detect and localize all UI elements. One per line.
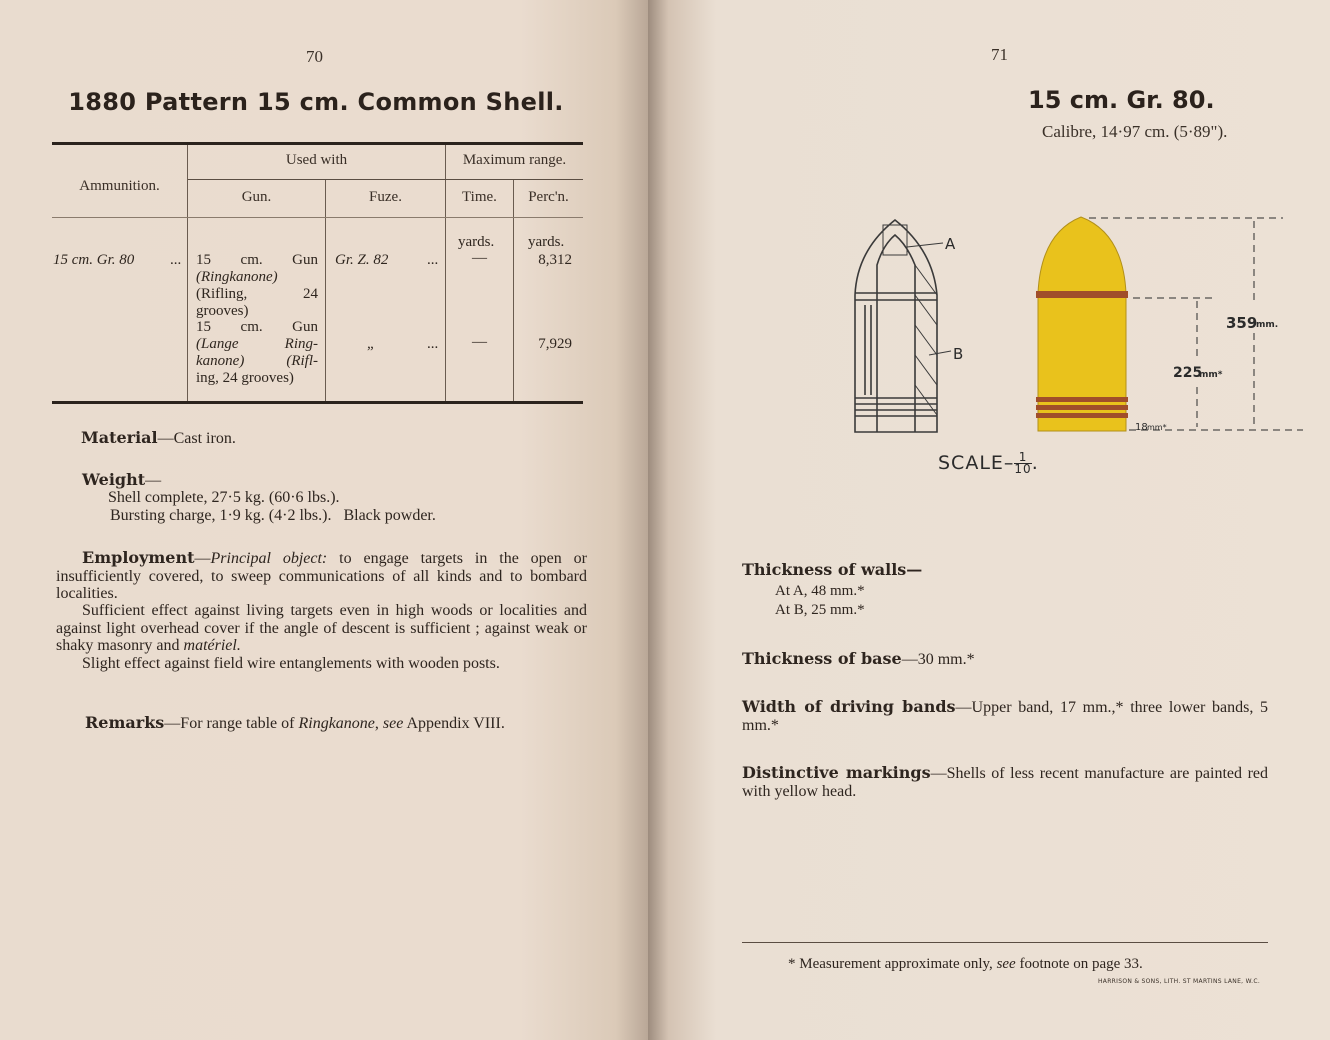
label-b: B [953,345,964,363]
employment-label: Employment [82,548,195,567]
right-page [648,0,1330,1040]
section-outline [855,220,937,432]
employment-text: to engage targets in the open or insufficiently covered, to sweep communications of all kinds and to bombard localities. [56,550,588,603]
gun-line: ing, 24 grooves) [196,370,294,386]
bands-paragraph [742,698,1268,734]
gun-line: grooves) [196,303,249,319]
fuze-cell: „ [367,336,374,352]
remarks-label: Remarks [85,713,165,732]
scale-denominator: 10 [1014,462,1032,476]
page-title: 1880 Pattern 15 cm. Common Shell. [68,88,564,116]
col-max-range-header: Maximum range. [462,152,567,168]
gun-line: 15 cm. Gun [196,252,318,268]
percn-cell: 7,929 [538,336,572,352]
ammunition-cell: 15 cm. Gr. 80 [53,252,135,268]
base-label: Thickness of base [742,649,902,668]
scale-caption [938,452,1039,475]
dim-body-value: 225 [1173,365,1203,381]
weight-dash: — [145,472,162,489]
lower-driving-band [1036,405,1128,410]
remarks-italic: see [382,715,404,732]
header-bottom-rule [52,217,583,218]
employment-lead: Principal object: [210,550,328,567]
scale-word: SCALE [938,452,1004,474]
section-hatching [915,265,937,415]
dim-band-value: 18 [1135,422,1148,433]
remarks-paragraph [85,714,505,733]
col-fuze-header: Fuze. [369,189,402,205]
walls-heading [742,561,922,580]
gun-line: (Lange Ring- [196,336,318,352]
calibre-line: Calibre, 14·97 cm. (5·89"). [1042,122,1228,141]
walls-line: At A, 48 mm.* [775,583,865,599]
walls-line: At B, 25 mm.* [775,602,865,618]
header-rule [188,179,446,180]
employment-dash: — [194,550,211,567]
footnote-text: * Measurement approximate only, [788,956,997,972]
lower-driving-band [1036,413,1128,418]
base-paragraph [742,650,975,669]
scale-dash: – [1003,452,1015,474]
dim-total-value: 359 [1226,314,1258,332]
lower-driving-band [1036,397,1128,402]
employment-paragraph [56,602,587,655]
dim-band-unit: mm* [1147,423,1167,432]
bands-label: Width of driving bands [742,697,956,716]
leader-line-b [929,351,951,355]
gun-line [196,353,318,370]
table-divider [187,145,188,403]
remarks-text: Appendix VIII. [403,715,505,732]
leader-dots: ... [427,252,439,268]
col-percn-header: Perc'n. [528,189,569,205]
markings-paragraph [742,764,1268,800]
table-bottom-rule [52,401,583,404]
shell-section-drawing [855,220,937,432]
table-top-rule [52,142,583,145]
footnote-text: footnote on page 33. [1015,956,1143,972]
gun-line: 15 cm. Gun [196,319,318,335]
weight-line: Shell complete, 27·5 kg. (60·6 lbs.). [108,489,340,506]
time-unit: yards. [458,234,495,250]
footnote-italic: see [996,956,1016,972]
time-cell: — [472,250,487,266]
gun-line-text: kanone) (Rifl- [196,353,318,369]
employment-italic: matériel. [183,637,241,655]
page-number: 70 [306,47,323,66]
fuze-cell: Gr. Z. 82 [335,252,389,268]
scale-numerator: 1 [1014,452,1031,464]
gun-cell [196,252,318,320]
scale-dot: . [1031,452,1039,474]
dim-body-unit: mm* [1199,370,1223,380]
leader-dots: ... [170,252,182,268]
shell-diagram [843,205,1323,445]
gun-line: (Rifling, 24 [196,286,318,302]
percn-unit: yards. [528,234,565,250]
table-divider [325,216,326,403]
page-title: 15 cm. Gr. 80. [1028,86,1215,114]
label-a: A [945,235,956,253]
dim-total-unit: mm. [1256,320,1279,330]
weight-label: Weight [82,470,146,489]
remarks-text: , [374,715,383,732]
markings-text: —Shells of less recent manufacture are painted red with yellow head. [742,765,1268,800]
section-cavity [877,235,915,432]
percn-cell: 8,312 [538,252,572,268]
weight-line: Bursting charge, 1·9 kg. (4·2 lbs.). Black powder. [110,507,436,524]
remarks-text: —For range table of [164,715,299,732]
footnote-rule [742,942,1268,943]
col-used-with-header: Used with [285,152,348,168]
col-time-header: Time. [462,189,497,205]
leader-line-a [907,243,943,247]
printer-imprint: HARRISON & SONS, LITH. ST MARTINS LANE, W.C. [1098,978,1261,985]
walls-label: Thickness of walls— [742,560,923,579]
scale-fraction [1014,452,1031,475]
markings-label: Distinctive markings [742,763,931,782]
employment-text: Sufficient effect against living targets even in high woods or localities and against light overhead cover if the angle of descent is sufficient ; against weak or shaky masonry and [56,602,587,655]
header-rule [446,179,583,180]
col-ammunition-header: Ammunition. [79,178,160,194]
footnote [788,956,1143,973]
table-divider [445,145,446,403]
leader-dots: ... [427,336,439,352]
weight-heading [82,471,161,490]
material-label: Material [81,428,158,447]
employment-paragraph: Slight effect against field wire entanglements with wooden posts. [82,655,500,672]
material-text: —Cast iron. [157,430,236,447]
bands-text: —Upper band, 17 mm.,* three lower bands, 5 mm.* [742,699,1268,734]
gun-cell [196,319,318,387]
time-cell: — [472,334,487,350]
material-paragraph [81,429,236,448]
range-table [52,142,583,406]
remarks-italic: Ringkanone [298,715,375,732]
upper-driving-band [1036,291,1128,298]
fuze-pocket [883,225,907,255]
base-text: —30 mm.* [901,651,975,668]
table-divider [513,180,514,403]
left-page [0,0,648,1040]
page-number: 71 [991,45,1008,64]
gun-line: (Ringkanone) [196,269,278,285]
employment-paragraph [56,549,587,603]
col-gun-header: Gun. [241,189,272,205]
